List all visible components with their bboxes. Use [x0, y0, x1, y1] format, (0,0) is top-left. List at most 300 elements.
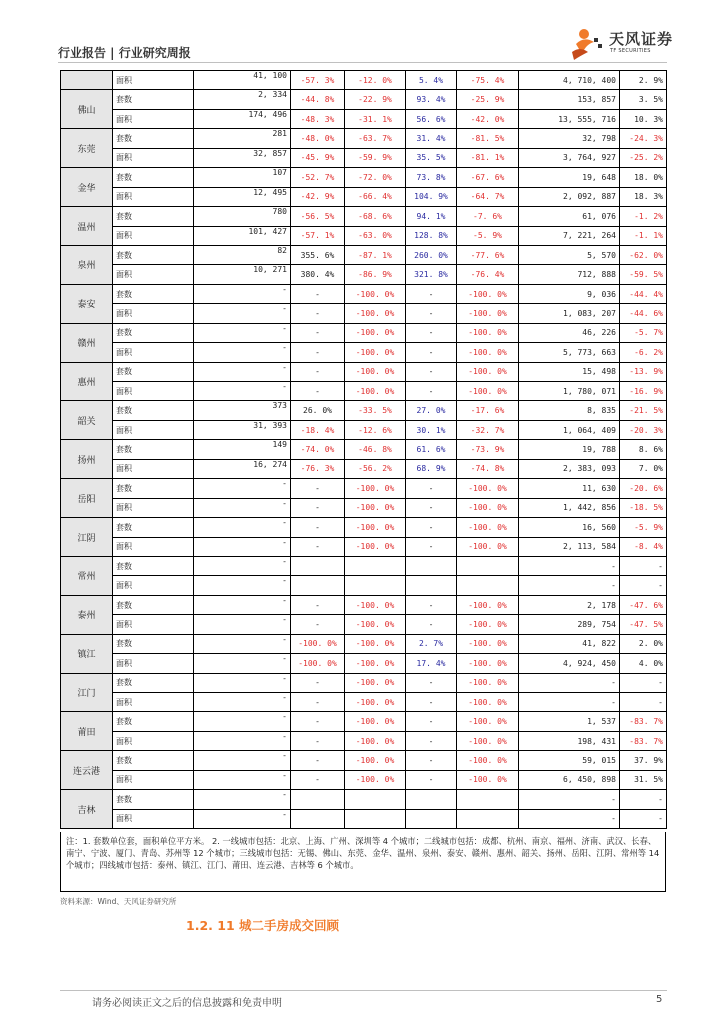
value-cell: -: [519, 693, 620, 712]
value-cell: -100. 0%: [457, 751, 519, 770]
value-cell: 174, 496: [194, 109, 291, 128]
metric-label: 套数: [113, 751, 194, 770]
value-cell: -: [291, 362, 345, 381]
value-cell: 26. 0%: [291, 401, 345, 420]
value-cell: -44. 8%: [291, 90, 345, 109]
metric-label: 面积: [113, 731, 194, 750]
value-cell: 2, 383, 093: [519, 459, 620, 478]
value-cell: 16, 560: [519, 518, 620, 537]
value-cell: -: [406, 382, 457, 401]
value-cell: -100. 0%: [457, 712, 519, 731]
metric-label: 面积: [113, 693, 194, 712]
metric-label: 面积: [113, 576, 194, 595]
value-cell: -100. 0%: [457, 382, 519, 401]
value-cell: 2. 7%: [406, 634, 457, 653]
value-cell: -100. 0%: [345, 770, 406, 789]
value-cell: -100. 0%: [457, 343, 519, 362]
city-cell: 金华: [61, 168, 113, 207]
value-cell: -: [194, 576, 291, 595]
value-cell: -100. 0%: [457, 479, 519, 498]
value-cell: -81. 1%: [457, 148, 519, 167]
value-cell: -100. 0%: [457, 498, 519, 517]
value-cell: 15, 498: [519, 362, 620, 381]
value-cell: 4, 924, 450: [519, 654, 620, 673]
value-cell: -: [291, 498, 345, 517]
value-cell: -100. 0%: [345, 693, 406, 712]
value-cell: -: [194, 731, 291, 750]
footer-disclaimer: 请务必阅读正文之后的信息披露和免责申明: [92, 998, 282, 1009]
value-cell: -74. 8%: [457, 459, 519, 478]
value-cell: 10, 271: [194, 265, 291, 284]
value-cell: -100. 0%: [457, 284, 519, 303]
value-cell: -100. 0%: [457, 615, 519, 634]
value-cell: -100. 0%: [457, 654, 519, 673]
metric-label: 面积: [113, 615, 194, 634]
table-row: [61, 498, 667, 517]
value-cell: -18. 5%: [620, 498, 667, 517]
value-cell: -: [194, 556, 291, 575]
value-cell: -: [406, 343, 457, 362]
value-cell: 68. 9%: [406, 459, 457, 478]
footer-divider: [60, 990, 667, 991]
metric-label: 套数: [113, 90, 194, 109]
table-row: [61, 284, 667, 303]
value-cell: -: [620, 556, 667, 575]
value-cell: -48. 3%: [291, 109, 345, 128]
table-row: [61, 770, 667, 789]
value-cell: 16, 274: [194, 459, 291, 478]
value-cell: [291, 576, 345, 595]
value-cell: 32, 798: [519, 129, 620, 148]
metric-label: 面积: [113, 187, 194, 206]
value-cell: -5. 7%: [620, 323, 667, 342]
value-cell: -57. 3%: [291, 71, 345, 90]
table-row: [61, 673, 667, 692]
table-row: [61, 187, 667, 206]
value-cell: -100. 0%: [345, 343, 406, 362]
value-cell: -: [406, 323, 457, 342]
table-row: [61, 148, 667, 167]
value-cell: 1, 537: [519, 712, 620, 731]
value-cell: -81. 5%: [457, 129, 519, 148]
value-cell: 198, 431: [519, 731, 620, 750]
value-cell: 2. 9%: [620, 71, 667, 90]
value-cell: -: [194, 595, 291, 614]
value-cell: 94. 1%: [406, 207, 457, 226]
value-cell: -: [194, 343, 291, 362]
table-row: [61, 90, 667, 109]
value-cell: -: [406, 770, 457, 789]
value-cell: -100. 0%: [457, 731, 519, 750]
value-cell: -74. 0%: [291, 440, 345, 459]
value-cell: -64. 7%: [457, 187, 519, 206]
value-cell: 2, 092, 887: [519, 187, 620, 206]
city-cell: [61, 71, 113, 90]
metric-label: 套数: [113, 479, 194, 498]
value-cell: -100. 0%: [457, 770, 519, 789]
value-cell: -44. 6%: [620, 304, 667, 323]
metric-label: 套数: [113, 323, 194, 342]
city-cell: 江门: [61, 673, 113, 712]
value-cell: -: [291, 751, 345, 770]
value-cell: -100. 0%: [457, 595, 519, 614]
value-cell: -: [194, 479, 291, 498]
value-cell: [457, 576, 519, 595]
value-cell: -: [194, 693, 291, 712]
table-row: [61, 401, 667, 420]
value-cell: -: [291, 615, 345, 634]
value-cell: 41, 822: [519, 634, 620, 653]
city-cell: 泰安: [61, 284, 113, 323]
value-cell: -: [406, 615, 457, 634]
value-cell: -42. 9%: [291, 187, 345, 206]
value-cell: -: [291, 595, 345, 614]
city-cell: 韶关: [61, 401, 113, 440]
value-cell: 3, 764, 927: [519, 148, 620, 167]
logo-subtitle: TF SECURITIES: [610, 48, 651, 54]
value-cell: -46. 8%: [345, 440, 406, 459]
value-cell: -100. 0%: [457, 362, 519, 381]
value-cell: -100. 0%: [457, 304, 519, 323]
value-cell: -: [291, 770, 345, 789]
value-cell: 8, 835: [519, 401, 620, 420]
table-row: [61, 168, 667, 187]
value-cell: -32. 7%: [457, 420, 519, 439]
value-cell: -: [194, 634, 291, 653]
table-row: [61, 71, 667, 90]
value-cell: 2, 178: [519, 595, 620, 614]
metric-label: 面积: [113, 226, 194, 245]
value-cell: -: [194, 323, 291, 342]
value-cell: 12, 495: [194, 187, 291, 206]
value-cell: 18. 3%: [620, 187, 667, 206]
city-cell: 泉州: [61, 245, 113, 284]
value-cell: -66. 4%: [345, 187, 406, 206]
value-cell: -20. 6%: [620, 479, 667, 498]
value-cell: -100. 0%: [457, 673, 519, 692]
value-cell: [345, 790, 406, 809]
value-cell: -: [194, 362, 291, 381]
value-cell: -: [620, 576, 667, 595]
value-cell: -7. 6%: [457, 207, 519, 226]
table-row: [61, 615, 667, 634]
value-cell: 153, 857: [519, 90, 620, 109]
value-cell: 61, 076: [519, 207, 620, 226]
value-cell: 61. 6%: [406, 440, 457, 459]
value-cell: -16. 9%: [620, 382, 667, 401]
value-cell: -: [291, 284, 345, 303]
value-cell: -100. 0%: [345, 673, 406, 692]
value-cell: -: [406, 731, 457, 750]
value-cell: [291, 556, 345, 575]
value-cell: -: [406, 284, 457, 303]
value-cell: [291, 809, 345, 828]
metric-label: 套数: [113, 595, 194, 614]
value-cell: -1. 1%: [620, 226, 667, 245]
value-cell: -100. 0%: [345, 712, 406, 731]
value-cell: -83. 7%: [620, 712, 667, 731]
value-cell: 780: [194, 207, 291, 226]
value-cell: 4, 710, 400: [519, 71, 620, 90]
value-cell: 73. 8%: [406, 168, 457, 187]
value-cell: 373: [194, 401, 291, 420]
value-cell: 31. 4%: [406, 129, 457, 148]
city-cell: 东莞: [61, 129, 113, 168]
value-cell: 37. 9%: [620, 751, 667, 770]
value-cell: -8. 4%: [620, 537, 667, 556]
value-cell: -100. 0%: [345, 304, 406, 323]
value-cell: 1, 083, 207: [519, 304, 620, 323]
value-cell: 13, 555, 716: [519, 109, 620, 128]
metric-label: 套数: [113, 245, 194, 264]
value-cell: 59, 015: [519, 751, 620, 770]
value-cell: -77. 6%: [457, 245, 519, 264]
table-row: [61, 459, 667, 478]
logo-name: 天风证券: [609, 30, 674, 48]
value-cell: -: [194, 809, 291, 828]
value-cell: -: [620, 693, 667, 712]
value-cell: -100. 0%: [457, 693, 519, 712]
value-cell: -73. 9%: [457, 440, 519, 459]
value-cell: -87. 1%: [345, 245, 406, 264]
value-cell: -100. 0%: [345, 382, 406, 401]
value-cell: [457, 790, 519, 809]
metric-label: 套数: [113, 634, 194, 653]
city-cell: 惠州: [61, 362, 113, 401]
city-cell: 镇江: [61, 634, 113, 673]
value-cell: -: [194, 770, 291, 789]
table-row: [61, 129, 667, 148]
value-cell: -100. 0%: [291, 654, 345, 673]
metric-label: 面积: [113, 459, 194, 478]
value-cell: 4. 0%: [620, 654, 667, 673]
metric-label: 套数: [113, 207, 194, 226]
value-cell: -: [291, 304, 345, 323]
value-cell: -48. 0%: [291, 129, 345, 148]
value-cell: -: [406, 595, 457, 614]
value-cell: -31. 1%: [345, 109, 406, 128]
value-cell: [406, 576, 457, 595]
value-cell: -: [519, 556, 620, 575]
value-cell: -100. 0%: [457, 518, 519, 537]
value-cell: -100. 0%: [345, 615, 406, 634]
value-cell: -76. 4%: [457, 265, 519, 284]
value-cell: -45. 9%: [291, 148, 345, 167]
value-cell: [291, 790, 345, 809]
city-cell: 赣州: [61, 323, 113, 362]
metric-label: 套数: [113, 284, 194, 303]
value-cell: -63. 0%: [345, 226, 406, 245]
value-cell: -56. 2%: [345, 459, 406, 478]
value-cell: -100. 0%: [457, 323, 519, 342]
value-cell: -: [291, 323, 345, 342]
value-cell: [345, 576, 406, 595]
value-cell: -: [406, 712, 457, 731]
value-cell: 17. 4%: [406, 654, 457, 673]
value-cell: 289, 754: [519, 615, 620, 634]
table-row: [61, 751, 667, 770]
value-cell: -100. 0%: [291, 634, 345, 653]
value-cell: -: [620, 673, 667, 692]
value-cell: -18. 4%: [291, 420, 345, 439]
value-cell: -: [406, 518, 457, 537]
table-row: [61, 382, 667, 401]
value-cell: -24. 3%: [620, 129, 667, 148]
table-row: [61, 479, 667, 498]
metric-label: 套数: [113, 712, 194, 731]
value-cell: 260. 0%: [406, 245, 457, 264]
city-cell: 吉林: [61, 790, 113, 829]
value-cell: -86. 9%: [345, 265, 406, 284]
value-cell: -47. 6%: [620, 595, 667, 614]
value-cell: -75. 4%: [457, 71, 519, 90]
value-cell: 355. 6%: [291, 245, 345, 264]
value-cell: 8. 6%: [620, 440, 667, 459]
value-cell: 104. 9%: [406, 187, 457, 206]
value-cell: -72. 0%: [345, 168, 406, 187]
metric-label: 面积: [113, 265, 194, 284]
value-cell: 19, 788: [519, 440, 620, 459]
table-row: [61, 440, 667, 459]
value-cell: -: [519, 809, 620, 828]
value-cell: -25. 9%: [457, 90, 519, 109]
table-row: [61, 537, 667, 556]
value-cell: 32, 857: [194, 148, 291, 167]
value-cell: -83. 7%: [620, 731, 667, 750]
value-cell: -68. 6%: [345, 207, 406, 226]
value-cell: -100. 0%: [345, 323, 406, 342]
value-cell: -: [406, 498, 457, 517]
metric-label: 套数: [113, 673, 194, 692]
table-row: [61, 343, 667, 362]
value-cell: -100. 0%: [345, 595, 406, 614]
value-cell: 149: [194, 440, 291, 459]
table-row: [61, 595, 667, 614]
value-cell: 46, 226: [519, 323, 620, 342]
value-cell: 2, 334: [194, 90, 291, 109]
header-divider: [58, 62, 667, 63]
value-cell: 712, 888: [519, 265, 620, 284]
value-cell: -100. 0%: [345, 479, 406, 498]
value-cell: 35. 5%: [406, 148, 457, 167]
value-cell: -: [194, 673, 291, 692]
table-row: [61, 304, 667, 323]
value-cell: -: [194, 498, 291, 517]
table-row: [61, 109, 667, 128]
metric-label: 面积: [113, 304, 194, 323]
value-cell: -: [406, 304, 457, 323]
value-cell: 18. 0%: [620, 168, 667, 187]
value-cell: -100. 0%: [457, 537, 519, 556]
value-cell: -: [291, 712, 345, 731]
value-cell: -6. 2%: [620, 343, 667, 362]
table-row: [61, 245, 667, 264]
value-cell: -59. 5%: [620, 265, 667, 284]
value-cell: -: [291, 673, 345, 692]
value-cell: 1, 780, 071: [519, 382, 620, 401]
value-cell: -: [406, 693, 457, 712]
value-cell: -: [194, 382, 291, 401]
value-cell: 30. 1%: [406, 420, 457, 439]
metric-label: 面积: [113, 343, 194, 362]
value-cell: 31. 5%: [620, 770, 667, 789]
value-cell: -21. 5%: [620, 401, 667, 420]
value-cell: [345, 556, 406, 575]
value-cell: -17. 6%: [457, 401, 519, 420]
table-row: [61, 207, 667, 226]
value-cell: -59. 9%: [345, 148, 406, 167]
value-cell: -: [406, 673, 457, 692]
city-cell: 温州: [61, 207, 113, 246]
value-cell: [406, 556, 457, 575]
value-cell: -42. 0%: [457, 109, 519, 128]
value-cell: 82: [194, 245, 291, 264]
city-cell: 岳阳: [61, 479, 113, 518]
value-cell: 1, 442, 856: [519, 498, 620, 517]
report-header-title: 行业报告 | 行业研究周报: [58, 46, 191, 60]
value-cell: -: [194, 615, 291, 634]
value-cell: 56. 6%: [406, 109, 457, 128]
table-row: [61, 790, 667, 809]
table-row: [61, 362, 667, 381]
metric-label: 面积: [113, 148, 194, 167]
value-cell: 5. 4%: [406, 71, 457, 90]
value-cell: 3. 5%: [620, 90, 667, 109]
value-cell: -: [406, 751, 457, 770]
value-cell: -100. 0%: [345, 362, 406, 381]
value-cell: 19, 648: [519, 168, 620, 187]
city-cell: 泰州: [61, 595, 113, 634]
table-row: [61, 556, 667, 575]
value-cell: -56. 5%: [291, 207, 345, 226]
value-cell: [457, 556, 519, 575]
value-cell: -: [194, 751, 291, 770]
city-cell: 扬州: [61, 440, 113, 479]
page-number: 5: [656, 994, 663, 1005]
table-row: [61, 265, 667, 284]
value-cell: -12. 6%: [345, 420, 406, 439]
metric-label: 套数: [113, 556, 194, 575]
value-cell: 9, 036: [519, 284, 620, 303]
value-cell: -: [291, 537, 345, 556]
value-cell: -: [406, 479, 457, 498]
value-cell: -100. 0%: [345, 731, 406, 750]
value-cell: -13. 9%: [620, 362, 667, 381]
city-cell: 江阴: [61, 518, 113, 557]
table-row: [61, 809, 667, 828]
metric-label: 套数: [113, 401, 194, 420]
value-cell: -: [519, 576, 620, 595]
value-cell: -: [620, 809, 667, 828]
value-cell: -: [620, 790, 667, 809]
value-cell: 2. 0%: [620, 634, 667, 653]
metric-label: 面积: [113, 109, 194, 128]
value-cell: -: [194, 790, 291, 809]
value-cell: 2, 113, 584: [519, 537, 620, 556]
metric-label: 面积: [113, 71, 194, 90]
value-cell: -22. 9%: [345, 90, 406, 109]
value-cell: -100. 0%: [345, 634, 406, 653]
value-cell: 128. 8%: [406, 226, 457, 245]
table-row: [61, 693, 667, 712]
value-cell: -: [194, 537, 291, 556]
value-cell: 7, 221, 264: [519, 226, 620, 245]
metric-label: 套数: [113, 168, 194, 187]
value-cell: 5, 773, 663: [519, 343, 620, 362]
value-cell: -5. 9%: [457, 226, 519, 245]
metric-label: 面积: [113, 654, 194, 673]
value-cell: -: [406, 537, 457, 556]
